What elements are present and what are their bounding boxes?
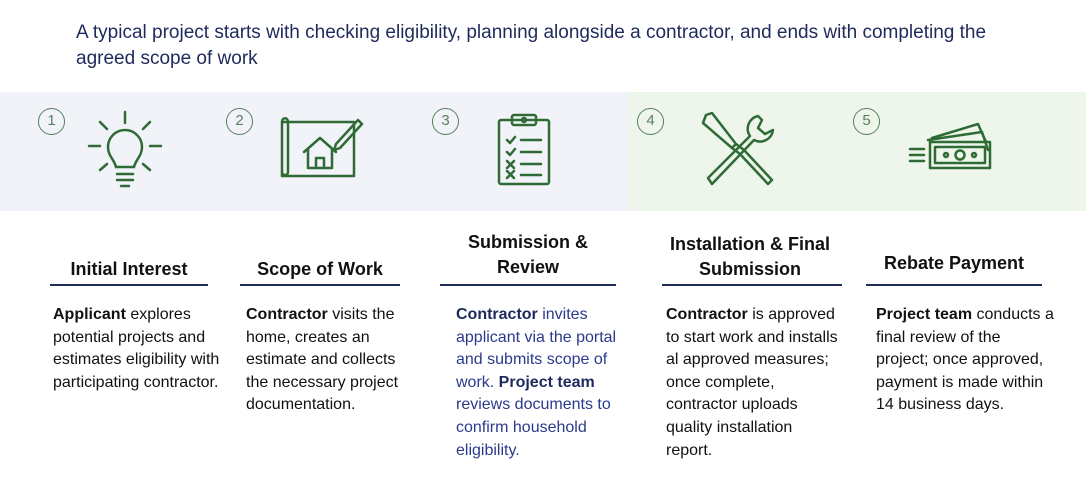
house-blueprint-icon <box>278 114 364 180</box>
step-4-text: is approved to start work and installs al approved measures; once complete, contractor uploads quality installation report. <box>666 306 838 459</box>
step-number-1: 1 <box>38 108 65 135</box>
step-5-text: conducts a final review of the project; once approved, payment is made within 14 business days. <box>876 306 1054 414</box>
step-number-2: 2 <box>226 108 253 135</box>
step-title-4: Installation & Final Submission <box>669 234 830 279</box>
step-5-actor: Project team <box>876 306 973 323</box>
step-number-5: 5 <box>853 108 880 135</box>
icon-band-completion <box>628 92 1086 211</box>
step-description-4 <box>666 304 840 462</box>
step-title-1: Initial Interest <box>70 259 188 279</box>
step-3-actor: Contractor <box>456 306 538 323</box>
lightbulb-icon <box>86 110 164 190</box>
step-3-actor-2: Project team <box>498 373 595 391</box>
step-rule-4 <box>662 284 842 286</box>
step-rule-5 <box>866 284 1042 286</box>
step-2-text: visits the home, creates an estimate and collects the necessary project documentation. <box>246 306 399 414</box>
step-description-1 <box>53 304 225 394</box>
step-description-3 <box>456 304 622 462</box>
wrench-screwdriver-icon <box>698 110 778 190</box>
step-title-5: Rebate Payment <box>883 253 1025 273</box>
clipboard-checklist-icon <box>495 112 553 188</box>
step-title-3: Submission & Review <box>467 232 588 277</box>
money-bills-icon <box>906 120 996 172</box>
step-number-4: 4 <box>637 108 664 135</box>
intro-text: A typical project starts with checking eligibility, planning alongside a contractor, and ends with completing the agreed scope of work <box>76 22 987 69</box>
step-1-actor: Applicant <box>53 306 126 323</box>
step-number-3: 3 <box>432 108 459 135</box>
step-description-2 <box>246 304 404 417</box>
step-1-text: explores potential projects and estimates eligibility with participating contractor. <box>53 306 220 391</box>
step-4-actor: Contractor <box>666 306 748 323</box>
step-rule-3 <box>440 284 616 286</box>
step-rule-1 <box>50 284 208 286</box>
step-description-5 <box>876 304 1054 417</box>
step-3-text-b: reviews documents to confirm household eligibility. <box>456 396 611 459</box>
step-2-actor: Contractor <box>246 306 328 323</box>
step-title-2: Scope of Work <box>257 259 383 279</box>
step-rule-2 <box>240 284 400 286</box>
step-3-text-a: invites applicant via the portal and submits scope of work. <box>456 306 617 391</box>
